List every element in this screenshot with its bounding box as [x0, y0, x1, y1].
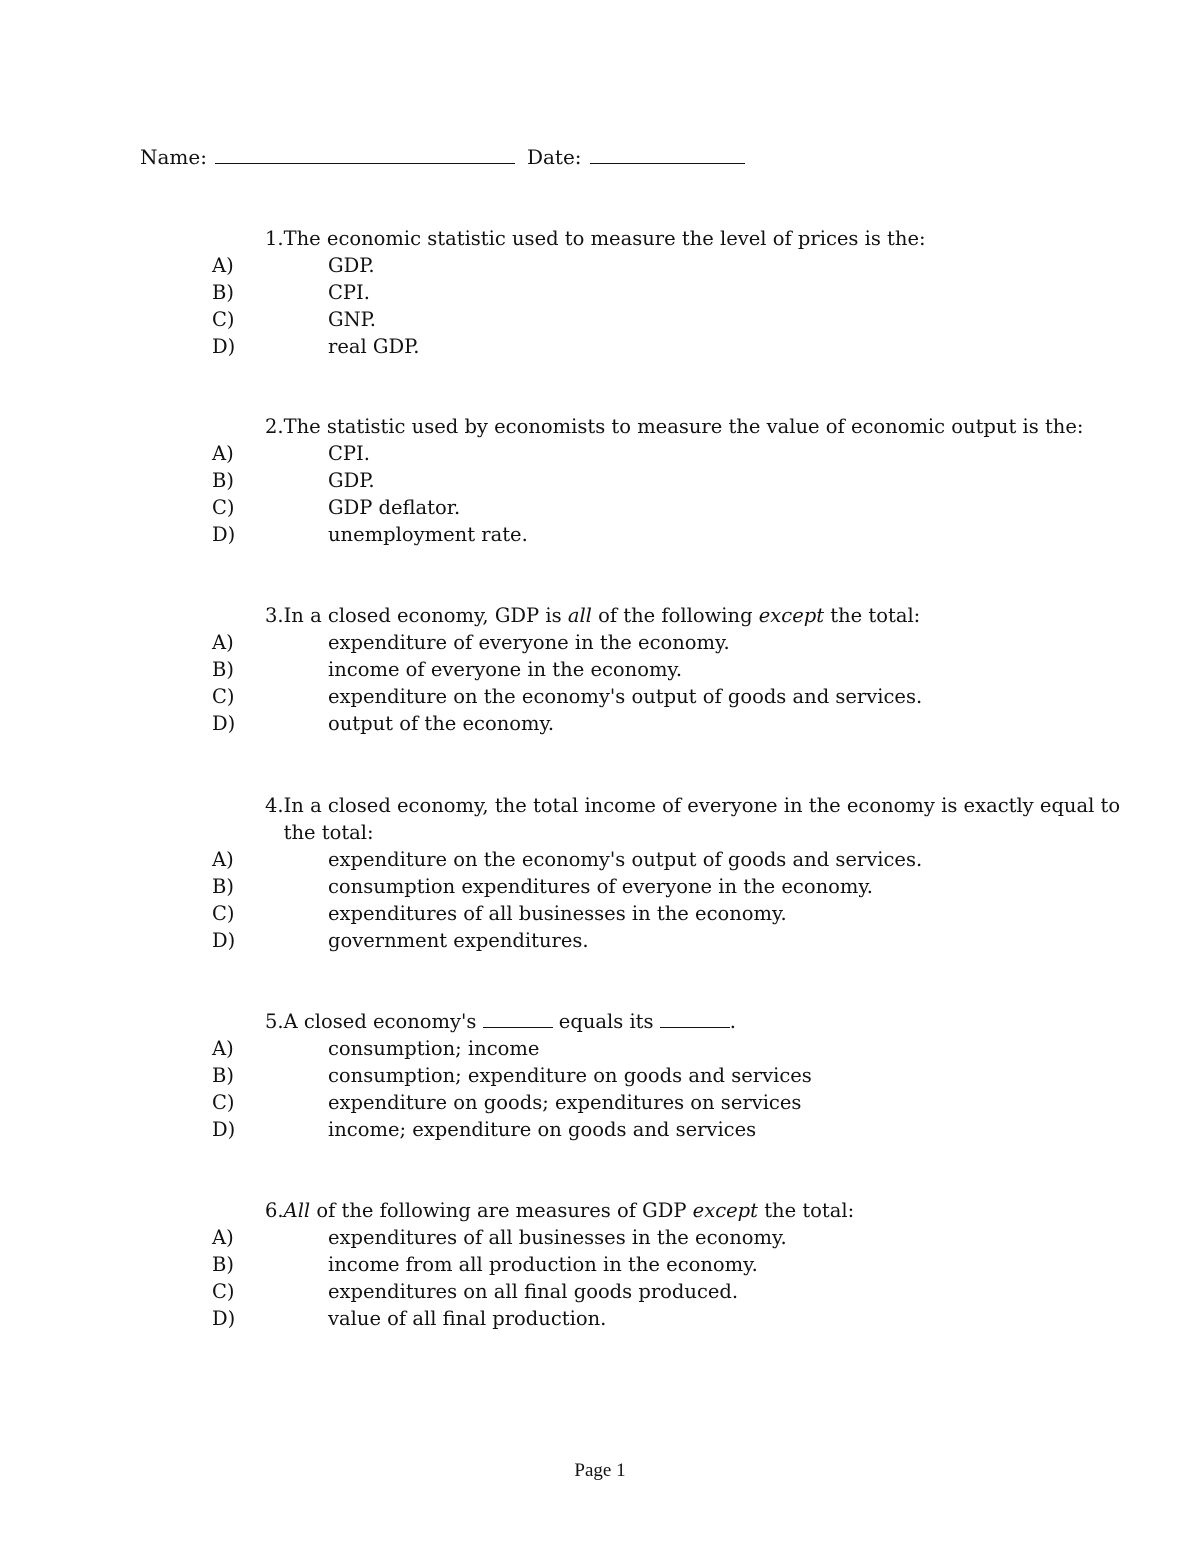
question-text — [284, 602, 1125, 629]
stem-emphasis: except — [758, 604, 825, 627]
question-text: The statistic used by economists to measure the value of economic output is the: — [283, 415, 1084, 438]
option-text: value of all final production. — [328, 1307, 607, 1330]
question-1 — [0, 225, 1200, 360]
option-text: expenditures of all businesses in the economy. — [328, 902, 787, 925]
option-letter: D) — [212, 929, 236, 952]
stem-part: A closed economy's — [283, 1010, 483, 1033]
option-letter: D) — [212, 523, 236, 546]
option-a[interactable] — [0, 1035, 1200, 1062]
option-b[interactable] — [0, 873, 1200, 900]
option-letter: C) — [212, 496, 235, 519]
stem-part: of the following — [591, 604, 759, 627]
option-text: expenditures of all businesses in the economy. — [328, 1226, 787, 1249]
option-letter: B) — [212, 658, 234, 681]
stem-emphasis: all — [567, 604, 592, 627]
question-text: The economic statistic used to measure the level of prices is the: — [283, 227, 926, 250]
option-letter: A) — [212, 1226, 234, 1249]
option-d[interactable] — [0, 1305, 1200, 1332]
option-c[interactable] — [0, 306, 1200, 333]
stem-emphasis: All — [283, 1199, 311, 1222]
question-stem — [265, 413, 1125, 440]
stem-part: In a closed economy, GDP is — [283, 604, 568, 627]
question-6 — [0, 1197, 1200, 1332]
option-letter: B) — [212, 1064, 234, 1087]
option-text: expenditures on all final goods produced. — [328, 1280, 739, 1303]
name-field[interactable] — [215, 145, 515, 164]
option-c[interactable] — [0, 900, 1200, 927]
option-letter: C) — [212, 308, 235, 331]
option-text: CPI. — [328, 442, 370, 465]
option-text: output of the economy. — [328, 712, 555, 735]
option-a[interactable] — [0, 629, 1200, 656]
option-letter: D) — [212, 335, 236, 358]
question-number: 3. — [265, 604, 284, 627]
option-text: expenditure on the economy's output of goods and services. — [328, 685, 923, 708]
option-a[interactable] — [0, 252, 1200, 279]
option-b[interactable] — [0, 1062, 1200, 1089]
option-d[interactable] — [0, 333, 1200, 360]
option-text: consumption; expenditure on goods and services — [328, 1064, 812, 1087]
date-field[interactable] — [590, 145, 745, 164]
option-letter: B) — [212, 875, 234, 898]
option-text: expenditure on goods; expenditures on services — [328, 1091, 802, 1114]
question-text — [284, 1197, 1125, 1224]
option-letter: A) — [212, 631, 234, 654]
option-text: GDP deflator. — [328, 496, 461, 519]
question-3 — [0, 602, 1200, 737]
option-letter: D) — [212, 1118, 236, 1141]
name-date-line — [140, 143, 745, 171]
option-c[interactable] — [0, 683, 1200, 710]
option-d[interactable] — [0, 927, 1200, 954]
question-stem — [265, 792, 1125, 846]
option-text: expenditure on the economy's output of goods and services. — [328, 848, 923, 871]
option-d[interactable] — [0, 521, 1200, 548]
date-label: Date: — [526, 145, 582, 169]
option-text: expenditure of everyone in the economy. — [328, 631, 730, 654]
option-c[interactable] — [0, 1278, 1200, 1305]
option-a[interactable] — [0, 1224, 1200, 1251]
option-text: income; expenditure on goods and services — [328, 1118, 757, 1141]
stem-part: the total: — [824, 604, 921, 627]
stem-part: . — [729, 1010, 736, 1033]
question-number: 2. — [265, 415, 284, 438]
option-letter: A) — [212, 254, 234, 277]
question-number: 4. — [265, 794, 284, 817]
option-letter: B) — [212, 1253, 234, 1276]
question-number: 1. — [265, 227, 284, 250]
stem-part: of the following are measures of GDP — [310, 1199, 693, 1222]
stem-emphasis: except — [692, 1199, 758, 1222]
option-letter: D) — [212, 712, 236, 735]
option-a[interactable] — [0, 440, 1200, 467]
question-stem — [265, 225, 1125, 252]
stem-part: the total: — [758, 1199, 855, 1222]
question-number: 6. — [265, 1199, 284, 1222]
option-text: GDP. — [328, 469, 375, 492]
option-letter: C) — [212, 902, 235, 925]
option-text: CPI. — [328, 281, 370, 304]
option-letter: C) — [212, 1280, 235, 1303]
question-stem — [265, 602, 1125, 629]
question-number: 5. — [265, 1010, 284, 1033]
page-number: Page 1 — [574, 1460, 626, 1481]
fill-blank — [660, 1009, 730, 1028]
option-text: GNP. — [328, 308, 377, 331]
option-letter: B) — [212, 469, 234, 492]
option-letter: C) — [212, 685, 235, 708]
option-text: unemployment rate. — [328, 523, 528, 546]
option-c[interactable] — [0, 494, 1200, 521]
option-letter: B) — [212, 281, 234, 304]
option-b[interactable] — [0, 656, 1200, 683]
option-b[interactable] — [0, 1251, 1200, 1278]
option-letter: C) — [212, 1091, 235, 1114]
option-text: government expenditures. — [328, 929, 589, 952]
option-a[interactable] — [0, 846, 1200, 873]
question-2 — [0, 413, 1200, 548]
option-text: consumption expenditures of everyone in the economy. — [328, 875, 874, 898]
option-b[interactable] — [0, 467, 1200, 494]
question-text: In a closed economy, the total income of everyone in the economy is exactly equal to the total: — [283, 794, 1121, 844]
option-letter: A) — [212, 442, 234, 465]
option-text: GDP. — [328, 254, 375, 277]
option-d[interactable] — [0, 710, 1200, 737]
option-d[interactable] — [0, 1116, 1200, 1143]
question-text — [284, 1008, 1125, 1035]
option-c[interactable] — [0, 1089, 1200, 1116]
option-letter: A) — [212, 848, 234, 871]
stem-part: equals its — [552, 1010, 660, 1033]
option-letter: D) — [212, 1307, 236, 1330]
option-text: income from all production in the economy. — [328, 1253, 758, 1276]
option-text: consumption; income — [328, 1037, 540, 1060]
option-b[interactable] — [0, 279, 1200, 306]
option-text: real GDP. — [328, 335, 420, 358]
name-label: Name: — [140, 145, 207, 169]
question-4 — [0, 792, 1200, 954]
fill-blank — [483, 1009, 553, 1028]
question-5 — [0, 1008, 1200, 1143]
option-letter: A) — [212, 1037, 234, 1060]
option-text: income of everyone in the economy. — [328, 658, 683, 681]
question-stem — [265, 1197, 1125, 1224]
question-stem — [265, 1008, 1125, 1035]
